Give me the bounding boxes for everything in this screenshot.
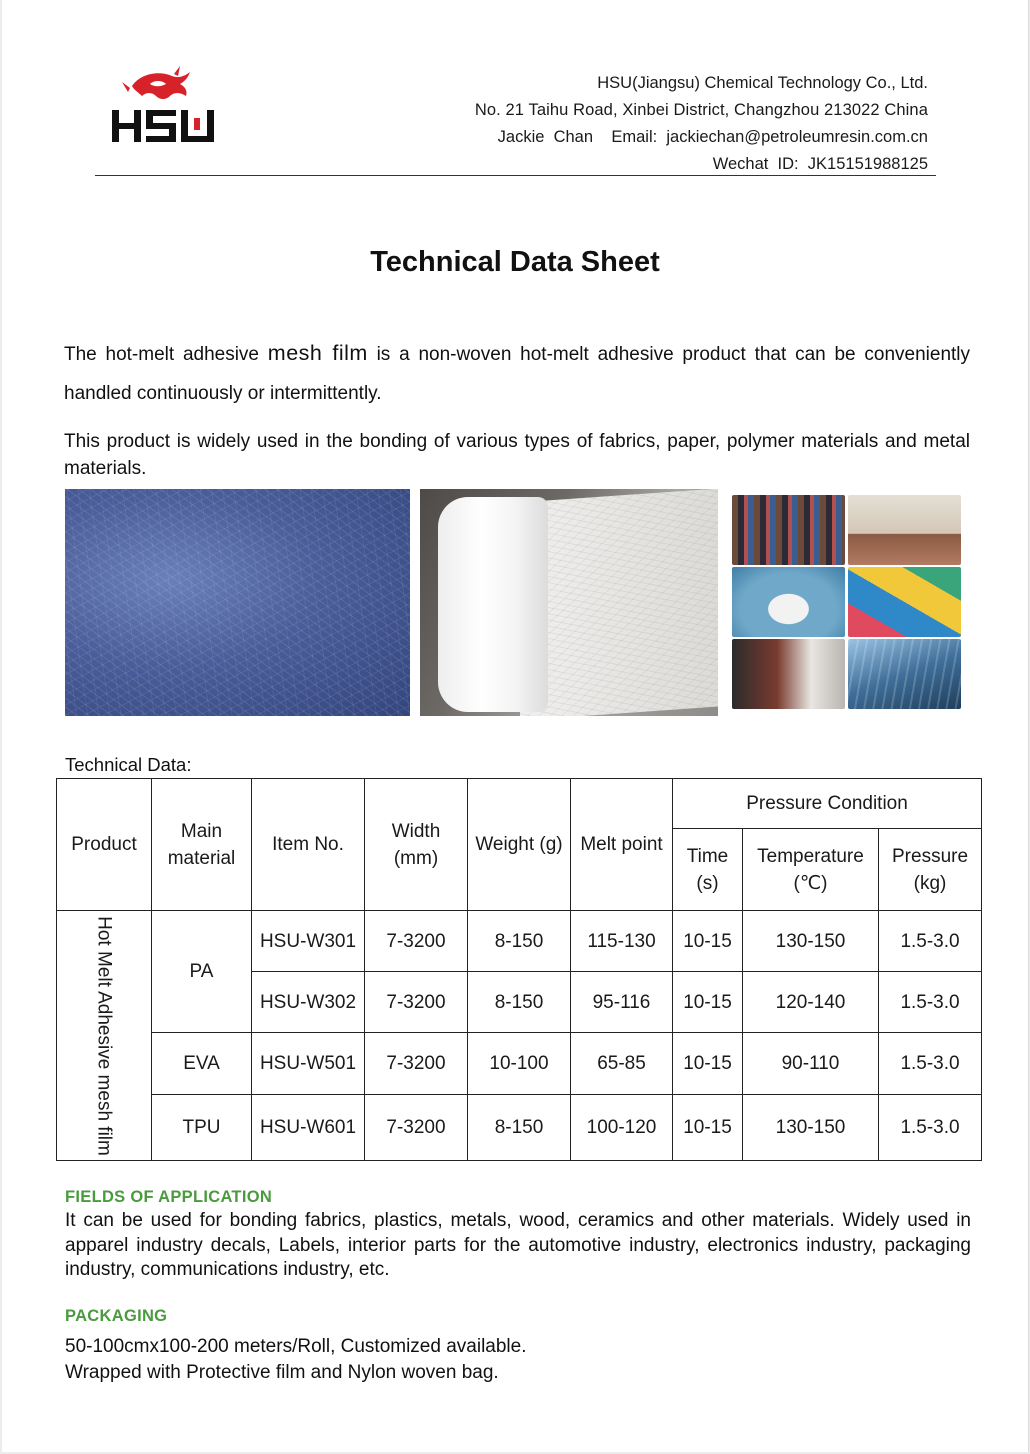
header-divider: [95, 175, 936, 176]
time-cell: 10-15: [673, 1033, 743, 1095]
technical-data-table: [56, 778, 982, 1161]
hsu-logo: [110, 66, 220, 146]
weight-cell: 8-150: [468, 1095, 571, 1161]
intro-text-a: The hot-melt adhesive: [64, 344, 268, 365]
product-name: Hot Melt Adhesive mesh film: [93, 915, 115, 1156]
company-address: No. 21 Taihu Road, Xinbei District, Changzhou 213022 China: [474, 101, 928, 119]
material-cell: PA: [152, 911, 252, 1033]
temp-cell: 130-150: [743, 1095, 879, 1161]
temp-cell: 120-140: [743, 972, 879, 1033]
width-cell: 7-3200: [365, 1033, 468, 1095]
packaging-heading: PACKAGING: [65, 1307, 168, 1325]
glass-building-image: [848, 639, 961, 709]
mesh-film-roll-image: [420, 489, 718, 716]
intro-paragraph-2: This product is widely used in the bonding of various types of fabrics, paper, polymer materials and metal materials.: [64, 431, 970, 479]
melt-cell: 65-85: [571, 1033, 673, 1095]
interior-room-image: [848, 495, 961, 565]
table-row: [57, 911, 982, 972]
header-item-no: Item No.: [252, 779, 365, 911]
product-name-cell: [57, 911, 152, 1161]
application-image-grid: [732, 495, 962, 711]
header-time: Time (s): [673, 829, 743, 911]
packaging-line-1: 50-100cmx100-200 meters/Roll, Customized available.: [65, 1336, 527, 1357]
header-pressure: Pressure (kg): [879, 829, 982, 911]
melt-cell: 115-130: [571, 911, 673, 972]
technical-data-label: Technical Data:: [65, 754, 192, 775]
header-width: Width (mm): [365, 779, 468, 911]
fields-of-application-heading: FIELDS OF APPLICATION: [65, 1188, 273, 1206]
header-main-material: Main material: [152, 779, 252, 911]
header-temperature: Temperature (℃): [743, 829, 879, 911]
foam-blocks-image: [848, 567, 961, 637]
apparel-store-image: [732, 495, 845, 565]
contact-wechat: Wechat ID: JK15151988125: [712, 155, 928, 173]
roll-sheet: [520, 489, 718, 716]
item-cell: HSU-W501: [252, 1033, 365, 1095]
intro-text-b: is a non-woven hot-melt adhesive product that can be conveniently handled continuously or intermittently.: [64, 344, 971, 404]
page-title: Technical Data Sheet: [370, 246, 660, 278]
width-cell: 7-3200: [365, 911, 468, 972]
time-cell: 10-15: [673, 972, 743, 1033]
header-weight: Weight (g): [468, 779, 571, 911]
melt-cell: 100-120: [571, 1095, 673, 1161]
logo-letters: [112, 110, 214, 142]
material-cell: EVA: [152, 1033, 252, 1095]
header-melt-point: Melt point: [571, 779, 673, 911]
automotive-image: [732, 567, 845, 637]
handbags-image: [732, 639, 845, 709]
dragon-icon: [122, 66, 190, 99]
contact-email[interactable]: Jackie Chan Email: jackiechan@petroleumresin.com.cn: [497, 128, 928, 146]
pressure-cell: 1.5-3.0: [879, 1095, 982, 1161]
weight-cell: 10-100: [468, 1033, 571, 1095]
packaging-line-2: Wrapped with Protective film and Nylon woven bag.: [65, 1361, 499, 1383]
header-product: Product: [57, 779, 152, 911]
pressure-cell: 1.5-3.0: [879, 911, 982, 972]
mesh-film-closeup-image: [65, 489, 410, 716]
pressure-cell: 1.5-3.0: [879, 972, 982, 1033]
item-cell: HSU-W601: [252, 1095, 365, 1161]
time-cell: 10-15: [673, 1095, 743, 1161]
intro-paragraph-1: [64, 334, 970, 413]
intro-text-mesh: mesh film: [267, 341, 368, 365]
temp-cell: 130-150: [743, 911, 879, 972]
temp-cell: 90-110: [743, 1033, 879, 1095]
item-cell: HSU-W301: [252, 911, 365, 972]
fields-of-application-text: It can be used for bonding fabrics, plastics, metals, wood, ceramics and other materials. Widely used in apparel industry decals, Labels, interior parts for the automotive industry, electronics industry, packaging industry, communications industry, etc.: [65, 1210, 971, 1280]
data-sheet-page: [2, 0, 1029, 1452]
packaging-text: [65, 1334, 971, 1385]
width-cell: 7-3200: [365, 1095, 468, 1161]
melt-cell: 95-116: [571, 972, 673, 1033]
header-pressure-condition: Pressure Condition: [673, 779, 982, 829]
width-cell: 7-3200: [365, 972, 468, 1033]
table-row: [57, 1095, 982, 1161]
pressure-cell: 1.5-3.0: [879, 1033, 982, 1095]
time-cell: 10-15: [673, 911, 743, 972]
material-cell: TPU: [152, 1095, 252, 1161]
table-row: [57, 1033, 982, 1095]
weight-cell: 8-150: [468, 972, 571, 1033]
company-name: HSU(Jiangsu) Chemical Technology Co., Ltd.: [597, 74, 928, 92]
item-cell: HSU-W302: [252, 972, 365, 1033]
company-contact-block: [475, 70, 928, 178]
roll-core: [438, 497, 548, 712]
weight-cell: 8-150: [468, 911, 571, 972]
